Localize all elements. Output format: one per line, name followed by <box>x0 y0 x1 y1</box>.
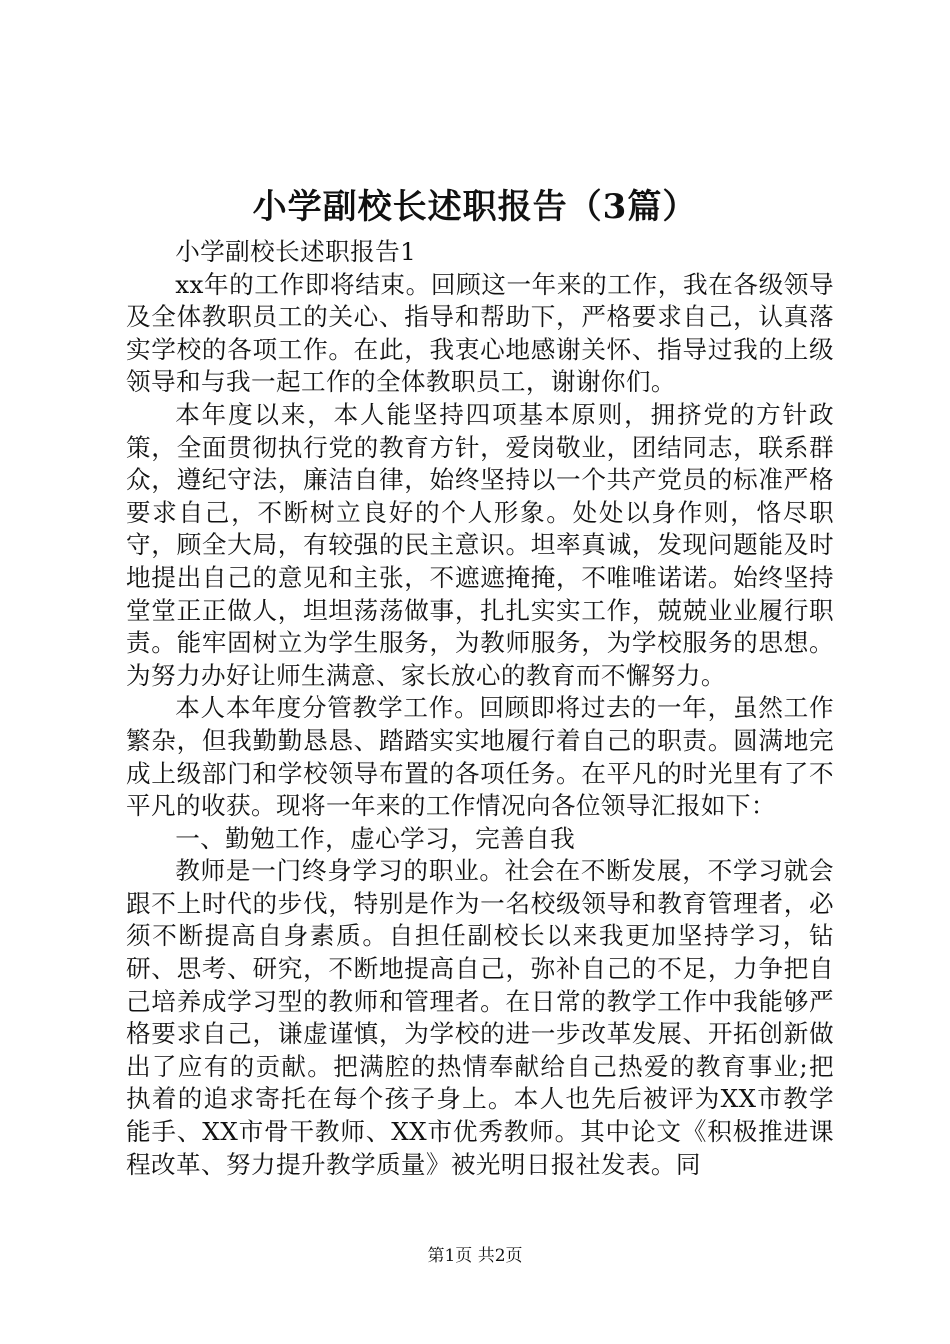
section-heading: 小学副校长述职报告1 <box>175 237 417 266</box>
body-paragraph: 教师是一门终身学习的职业。社会在不断发展，不学习就会跟不上时代的步伐，特别是作为一名校级领导和教育管理者，必须不断提高自身素质。自担任副校长以来我更加坚持学习，钻研、思考、研究，不断地提高自己，弥补自己的不足，力争把自己培养成学习型的教师和管理者。在日常的教学工作中我能够严格要求自己，谦虚谨慎，为学校的进一步改革发展、开拓创新做出了应有的贡献。把满腔的热情奉献给自己热爱的教育事业;把执着的追求寄托在每个孩子身上。本人也先后被评为XX市教学能手、XX市骨干教师、XX市优秀教师。其中论文《积极推进课程改革、努力提升教学质量》被光明日报社发表。同 <box>126 856 834 1179</box>
body-paragraph: xx年的工作即将结束。回顾这一年来的工作，我在各级领导及全体教职员工的关心、指导和帮助下，严格要求自己，认真落实学校的各项工作。在此，我衷心地感谢关怀、指导过我的上级领导和与我一起工作的全体教职员工，谢谢你们。 <box>126 269 834 397</box>
body-paragraph: 本人本年度分管教学工作。回顾即将过去的一年，虽然工作繁杂，但我勤勤恳恳、踏踏实实地履行着自己的职责。圆满地完成上级部门和学校领导布置的各项任务。在平凡的时光里有了不平凡的收获。现将一年来的工作情况向各位领导汇报如下： <box>126 693 834 821</box>
document-body <box>126 236 834 1181</box>
section-heading: 一、勤勉工作，虚心学习，完善自我 <box>175 823 576 853</box>
document-title: 小学副校长述职报告（3篇） <box>252 187 698 227</box>
page-footer: 第1页 共2页 <box>427 1246 523 1266</box>
body-paragraph: 本年度以来，本人能坚持四项基本原则，拥挤党的方针政策，全面贯彻执行党的教育方针，爱岗敬业，团结同志，联系群众，遵纪守法，廉洁自律，始终坚持以一个共产党员的标准严格要求自己，不断树立良好的个人形象。处处以身作则，恪尽职守，顾全大局，有较强的民主意识。坦率真诚，发现问题能及时地提出自己的意见和主张，不遮遮掩掩，不唯唯诺诺。始终坚持堂堂正正做人，坦坦荡荡做事，扎扎实实工作，兢兢业业履行职责。能牢固树立为学生服务，为教师服务，为学校服务的思想。为努力办好让师生满意、家长放心的教育而不懈努力。 <box>126 399 834 690</box>
